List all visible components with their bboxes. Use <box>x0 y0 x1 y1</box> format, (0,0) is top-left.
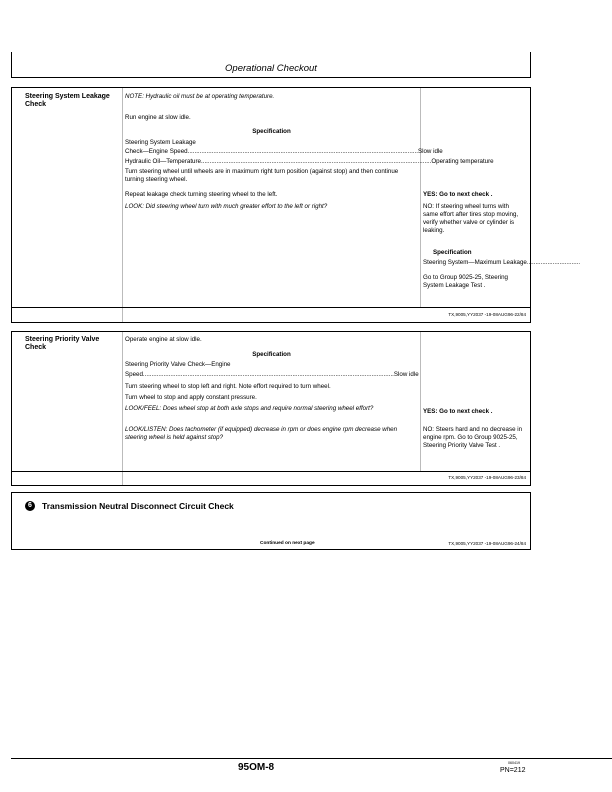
priority-spec-row: Speed .................................................................................................................................................. Slow idle <box>125 371 419 378</box>
leakage-spec-row-1: Check—Engine Speed ...................................................................................................................................... Slow idle <box>125 148 443 155</box>
leakage-check-block <box>11 87 581 323</box>
priority-lookfeel: LOOK/FEEL: Does wheel stop at both axle stops and require normal steering wheel effort? <box>125 405 374 412</box>
leakage-goto: Go to Group 9025-25, Steering System Leakage Test . <box>423 274 508 289</box>
leakage-ref: TX,9005,YY2037 -19-08AUG96-22/84 <box>448 312 526 317</box>
footer-rule <box>11 758 612 759</box>
leakage-run: Run engine at slow idle. <box>125 114 191 121</box>
leakage-spec-row-2: Hydraulic Oil—Temperature ...................................................................................................................................... Operating temperature <box>125 158 494 165</box>
leakage-look: LOOK: Did steering wheel turn with much greater effort to the left or right? <box>125 203 328 210</box>
leakage-repeat: Repeat leakage check turning steering wheel to the left. <box>125 191 278 198</box>
column-divider <box>420 332 421 471</box>
page-title: Operational Checkout <box>225 63 317 74</box>
priority-check-block <box>11 331 531 486</box>
transmission-check-title: Transmission Neutral Disconnect Circuit Check <box>42 501 234 511</box>
priority-spec-name: Steering Priority Valve Check—Engine <box>125 361 231 368</box>
leakage-spec-heading: Specification <box>252 128 291 135</box>
spec-label: Hydraulic Oil—Temperature <box>125 158 201 165</box>
priority-spec-heading: Specification <box>252 351 291 358</box>
spec-label: Speed <box>125 371 143 378</box>
transmission-check-block <box>11 492 531 550</box>
block-separator <box>12 471 530 472</box>
column-divider <box>122 88 123 322</box>
spec-label: Check—Engine Speed <box>125 148 188 155</box>
footer-code: 060419 <box>508 761 520 765</box>
leakage-no-spec-heading: Specification <box>433 249 472 256</box>
priority-ref: TX,9005,YY2037 -19-08AUG96-23/84 <box>448 475 526 480</box>
column-divider <box>420 88 421 308</box>
priority-yes: YES: Go to next check . <box>423 408 493 415</box>
leakage-note: NOTE: Hydraulic oil must be at operating temperature. <box>125 93 275 100</box>
priority-operate: Operate engine at slow idle. <box>125 336 202 343</box>
priority-no: NO: Steers hard and no decrease in engine rpm. Go to Group 9025-25, Steering Priority Valve Test . <box>423 426 523 449</box>
part-number: PN=212 <box>500 767 526 774</box>
leakage-no: NO: If steering wheel turns with same effort after tires stop moving, verify whether valve or cylinder is leaking. <box>423 203 519 234</box>
leakage-no-spec-text: Steering System—Maximum Leakage............................... <box>423 259 581 266</box>
priority-looklisten: LOOK/LISTEN: Does tachometer (if equipped) decrease in rpm or does engine rpm decrease when steering wheel is held against stop? <box>125 426 398 441</box>
priority-check-title: Steering Priority Valve Check <box>25 336 100 351</box>
leakage-check-title: Steering System Leakage Check <box>25 93 110 108</box>
priority-turn-apply: Turn wheel to stop and apply constant pressure. <box>125 394 257 401</box>
leakage-yes: YES: Go to next check . <box>423 191 493 198</box>
transmission-ref: TX,9005,YY2037 -19-08AUG96-24/84 <box>448 541 526 546</box>
step-number-badge: 6 <box>25 501 35 511</box>
leakage-turn: Turn steering wheel until wheels are in maximum right turn position (against stop) and then continue turning steering wheel. <box>125 168 399 183</box>
header-box <box>11 52 531 78</box>
page-number: 95OM-8 <box>238 762 275 773</box>
column-divider <box>122 332 123 485</box>
spec-value: Operating temperature <box>431 158 494 165</box>
spec-value: Slow idle <box>417 148 443 155</box>
priority-turn-stop: Turn steering wheel to stop left and right. Note effort required to turn wheel. <box>125 383 331 390</box>
leakage-spec-name: Steering System Leakage <box>125 139 196 146</box>
block-separator <box>12 307 530 308</box>
spec-value: Slow idle <box>393 371 419 378</box>
continued-note: Continued on next page <box>260 541 315 546</box>
